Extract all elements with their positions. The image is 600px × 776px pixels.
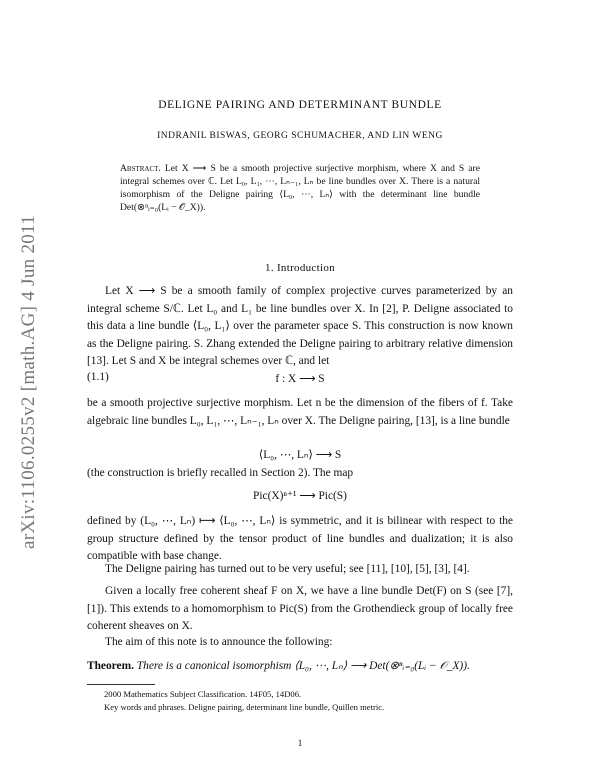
section-heading: 1. Introduction <box>265 262 335 274</box>
abstract-label: Abstract. <box>120 163 161 174</box>
paragraph-map: (the construction is briefly recalled in Section 2). The map <box>87 467 354 479</box>
equation-pic-map: Pic(X)ⁿ⁺¹ ⟶ Pic(S) <box>253 490 347 502</box>
abstract <box>120 162 480 214</box>
footnote-msc: 2000 Mathematics Subject Classification. 14F05, 14D06. <box>104 689 302 699</box>
paragraph-useful: The Deligne pairing has turned out to be very useful; see [11], [10], [5], [3], [4]. <box>105 563 470 575</box>
paragraph-morphism: be a smooth projective surjective morphism. Let n be the dimension of the fibers of f. Take algebraic line bundles L₀, L₁, ⋯, Lₙ₋₁, Lₙ over X. The Deligne pairing, [13], is a line bundle <box>87 397 513 427</box>
theorem-text: There is a canonical isomorphism ⟨L₀, ⋯, Lₙ⟩ ⟶ Det(⊗ⁿᵢ₌₀(Lᵢ − 𝒪_X)). <box>136 660 470 672</box>
theorem <box>87 658 513 676</box>
abstract-text: Let X ⟶ S be a smooth projective surjective morphism, where X and S are integral schemes over ℂ. Let L₀, L₁, ⋯, Lₙ₋₁, Lₙ be line bundles over X. There is a natural isomorphism of the Deligne pairing ⟨L₀, ⋯, Lₙ⟩ with the determinant line bundle Det(⊗ⁿᵢ₌₀(Lᵢ − 𝒪_X)). <box>120 163 480 213</box>
equation-number: (1.1) <box>87 371 109 383</box>
equation-deligne-pairing: ⟨L₀, ⋯, Lₙ⟩ ⟶ S <box>258 449 342 461</box>
paragraph-symmetric: defined by (L₀, ⋯, Lₙ) ⟼ ⟨L₀, ⋯, Lₙ⟩ is symmetric, and it is bilinear with respect to the group structure defined by the tensor product of line bundles and dualization; it is also compatible with base change. <box>87 515 513 562</box>
footnote-rule <box>87 684 155 685</box>
paper-authors: INDRANIL BISWAS, GEORG SCHUMACHER, AND LIN WENG <box>157 131 443 141</box>
arxiv-side-stamp: arXiv:1106.0255v2 [math.AG] 4 Jun 2011 <box>18 215 39 550</box>
paragraph-aim: The aim of this note is to announce the following: <box>105 636 333 648</box>
paragraph-determinant: Given a locally free coherent sheaf F on X, we have a line bundle Det(F) on S (see [7], [1]). This extends to a homomorphism to Pic(S) from the Grothendieck group of locally free coherent sheaves on X. <box>87 585 513 632</box>
theorem-label: Theorem. <box>87 660 134 672</box>
paragraph-intro: Let X ⟶ S be a smooth family of complex projective curves parameterized by an integral scheme S/ℂ. Let L₀ and L₁ be line bundles over X. In [2], P. Deligne associated to this data a line bundle ⟨L₀, L₁⟩ over the parameter space S. This construction is now known as the Deligne pairing. S. Zhang extended the Deligne pairing to arbitrary relative dimension [13]. Let S and X be integral schemes over ℂ, and let <box>87 285 513 367</box>
paper-title: DELIGNE PAIRING AND DETERMINANT BUNDLE <box>158 99 442 111</box>
page-number: 1 <box>297 738 303 748</box>
equation-morphism: f : X ⟶ S <box>275 373 325 385</box>
footnote-keywords: Key words and phrases. Deligne pairing, determinant line bundle, Quillen metric. <box>104 702 385 712</box>
